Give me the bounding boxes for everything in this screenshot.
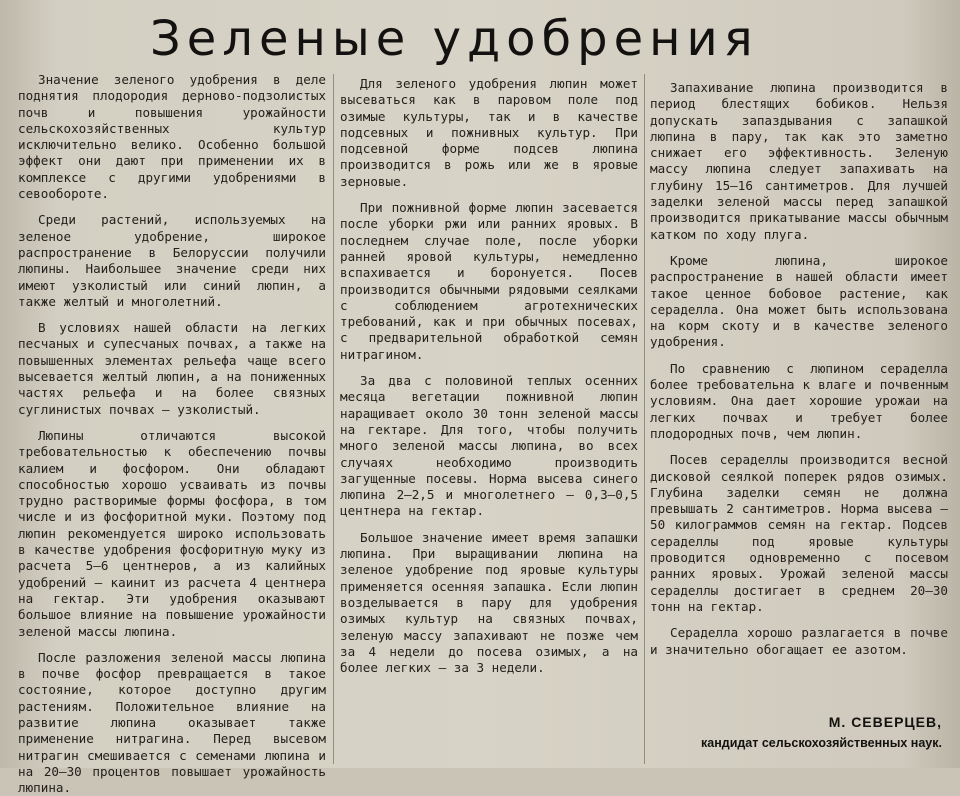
article-paragraph: Для зеленого удобрения люпин может высеваться как в паровом поле под озимые культуры, так и в качестве подсевных и пожнивных культур. При подсевной форме подсев люпина производится в рожь или же в яровые зерновые. <box>340 76 638 189</box>
article-paragraph: Среди растений, используемых на зеленое удобрение, широкое распространение в Белоруссии получили люпины. Наибольшее значение среди них имеют узколистый или синий люпин, а также желтый и многолетний. <box>18 212 326 309</box>
column-1 <box>18 72 326 796</box>
column-3 <box>650 80 948 770</box>
article-paragraph: При пожнивной форме люпин засевается после уборки ржи или ранних яровых. В последнем случае поле, после уборки ранней яровой культуры, немедленно вспахивается и боронуется. Посев производится обычными рядовыми сеялками с соблюдением агротехнических требований, как и при обычных посевах, с предварительной обработкой семян нитрагином. <box>340 200 638 362</box>
column-2 <box>340 76 638 766</box>
article-paragraph: Люпины отличаются высокой требовательностью к обеспечению почвы калием и фосфором. Они обладают способностью хорошо усваивать из почвы трудно растворимые формы фосфора, в том числе и из фосфоритной муки. Поэтому под люпин рекомендуется широко использовать в качестве удобрения фосфоритную муку из расчета 5—6 центнеров, а из калийных удобрений — каинит из расчета 4 центнера на гектар. Эти удобрения оказывают большое влияние на повышение урожайности зеленой массы люпина. <box>18 427 326 639</box>
article-paragraph: После разложения зеленой массы люпина в почве фосфор превращается в такое состояние, которое доступно другим растениям. Положительное влияние на развитие люпина оказывает также применение нитрагина. Перед высевом нитрагин смешивается с семенами люпина и на 20—30 процентов повышает урожайность люпина. <box>18 649 326 796</box>
article-paragraph: Запахивание люпина производится в период блестящих бобиков. Нельзя допускать запаздывания с запашкой люпина в пару, так как это заметно снижает его эффективность. Зеленую массу люпина следует запахивать на глубину 15—16 сантиметров. Для лучшей заделки зеленой массы перед запашкой производится прикатывание массы обычным катком по ходу плуга. <box>650 80 948 242</box>
column-divider <box>644 74 645 764</box>
article-paragraph: Сераделла хорошо разлагается в почве и значительно обогащает ее азотом. <box>650 625 948 657</box>
article-paragraph: Большое значение имеет время запашки люпина. При выращивании люпина на зеленое удобрение под яровые культуры применяется осенняя запашка. Если люпин возделывается в пару для удобрения озимых культур на связных почвах, зеленую массу запахивают не позже чем за 4 недели до посева озимых, а на более легких — за 3 недели. <box>340 529 638 676</box>
article-paragraph: По сравнению с люпином сераделла более требовательна к влаге и почвенным условиям. Она дает хорошие урожаи на легких почвах и требует более плодородных почв, чем люпин. <box>650 360 948 441</box>
author-name: М. СЕВЕРЦЕВ, <box>828 714 942 730</box>
article-paragraph: Кроме люпина, широкое распространение в нашей области имеет такое ценное бобовое растение, как сераделла. Она может быть использована на корм скоту и в качестве зеленого удобрения. <box>650 252 948 350</box>
article-paragraph: Значение зеленого удобрения в деле поднятия плодородия дерново-подзолистых почв и повышения урожайности сельскохозяйственных культур исключительно велико. Особенно большой эффект они дают при применении их в комплексе с другими удобрениями в севообороте. <box>18 72 326 202</box>
article-paragraph: Посев сераделлы производится весной дисковой сеялкой поперек рядов озимых. Глубина заделки семян не должна превышать 2 сантиметров. Норма высева — 50 килограммов семян на гектар. Подсев сераделлы под яровые культуры проводится одновременно с посевом ранних яровых. Урожай зеленой массы сераделлы достигает в среднем 20—30 тонн на гектар. <box>650 452 948 614</box>
author-title: кандидат сельскохозяйственных наук. <box>701 736 942 750</box>
column-divider <box>333 74 334 764</box>
article-title: Зеленые удобрения <box>150 11 759 67</box>
author-signature <box>650 714 942 750</box>
article-paragraph: За два с половиной теплых осенних месяца вегетации пожнивной люпин наращивает около 30 тонн зеленой массы на гектаре. Для того, чтобы получить много зеленой массы люпина, во всех случаях необходимо производить загущенные посевы. Норма высева синего люпина 2—2,5 и многолетнего — 0,3—0,5 центнера на гектар. <box>340 373 638 519</box>
article-paragraph: В условиях нашей области на легких песчаных и супесчаных почвах, а также на повышенных элементах рельефа чаще всего высевается желтый люпин, а на пониженных частях рельефа и на более связных суглинистых почвах — узколистый. <box>18 320 326 417</box>
